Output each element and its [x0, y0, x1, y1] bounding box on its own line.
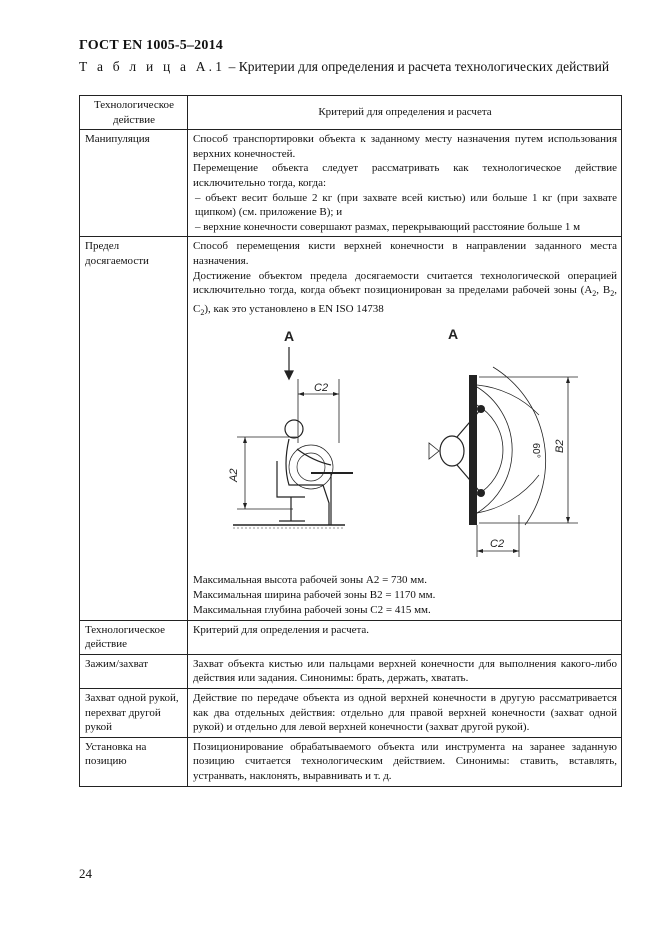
person-arm	[297, 449, 331, 465]
term-positioning: Установка на позицию	[80, 737, 188, 786]
desk-edge	[469, 375, 477, 525]
standard-title: ГОСТ EN 1005-5–2014	[79, 38, 223, 53]
person-top-view	[440, 436, 464, 466]
criterion-text: Достижение объектом предела досягаемости считается технологической операцией исключительно тогда, когда объект позиционирован за пределами рабочей зоны ($A_2$, $B_2$, $C_2$), как это установлено в EN ISO 14738	[193, 269, 617, 318]
criterion-reach-limit	[188, 237, 622, 620]
view-arrow-head	[285, 371, 293, 379]
measurement-height: Максимальная высота рабочей зоны A2 = 730 мм.	[193, 573, 427, 586]
dim-a2-label: A2	[228, 468, 240, 482]
angle-label: 60°	[530, 442, 541, 458]
criterion-text: Способ транспортировки объекта к заданному месту назначения путем использования верхних конечностей.	[193, 133, 617, 160]
criteria-table	[79, 95, 622, 787]
dim-c2-bottom-label: C2	[490, 537, 505, 550]
term-reach-limit: Предел досягаемости	[80, 237, 188, 620]
side-view-diagram	[228, 328, 353, 528]
header-col1: Технологическое действие	[80, 96, 188, 130]
table-caption-text: – Критерии для определения и расчета технологических действий	[225, 59, 610, 74]
criterion-bullet: – объект весит больше 2 кг (при захвате всей кистью) или больше 1 кг (при захвате щипком) (см. приложение В); и	[195, 191, 617, 219]
term-one-hand-grip: Захват одной рукой, перехват другой рукой	[80, 689, 188, 738]
repeat-header-col1: Технологическое действие	[80, 620, 188, 654]
dim-c2-label: C2	[314, 381, 329, 394]
measurement-depth: Максимальная глубина рабочей зоны C2 = 415 мм.	[193, 603, 431, 616]
table-caption	[79, 58, 619, 75]
criterion-bullet: – верхние конечности совершают размах, перекрывающий расстояние больше 1 м	[195, 220, 581, 233]
work-zone-figure	[193, 325, 617, 571]
criterion-positioning: Позиционирование обрабатываемого объекта или инструмента на заранее заданную позицию считается технологическим действием. Синонимы: ставить, вставлять, устранвать, наклонять, выравнивать и т. д.	[188, 737, 622, 786]
criterion-text: Перемещение объекта следует рассматривать как технологическое действие исключительно тогда, когда:	[193, 162, 617, 189]
table-row-positioning	[80, 737, 622, 786]
person-body	[286, 439, 329, 525]
repeat-header-col2: Критерий для определения и расчета.	[188, 620, 622, 654]
side-view-label: A	[284, 327, 295, 344]
table-header-row	[80, 96, 622, 130]
table-header-repeat-row	[80, 620, 622, 654]
page-number: 24	[79, 866, 92, 881]
table-row-one-hand-grip	[80, 689, 622, 738]
table-row-grip	[80, 654, 622, 688]
table-caption-prefix: Т а б л и ц а А.1	[79, 59, 226, 74]
top-view-label: A	[448, 325, 459, 342]
table-row-reach-limit	[80, 237, 622, 620]
work-zone-drawing	[193, 325, 623, 571]
criterion-manipulation	[188, 130, 622, 237]
header-col2: Критерий для определения и расчета	[188, 96, 622, 130]
table-row-manipulation	[80, 130, 622, 237]
criterion-one-hand-grip: Действие по передаче объекта из одной верхней конечности в другую рассматривается как два отдельных действия: отдельно для правой верхней конечности (захват одной рукой) и отдельно для левой верхней конечности (захват другой рукой).	[188, 689, 622, 738]
measurements	[193, 573, 617, 618]
chair	[277, 461, 305, 497]
dim-b2-label: B2	[554, 439, 566, 453]
term-grip: Зажим/захват	[80, 654, 188, 688]
measurement-width: Максимальная ширина рабочей зоны B2 = 1170 мм.	[193, 588, 436, 601]
criterion-text: Способ перемещения кисти верхней конечности в направлении заданного места назначения.	[193, 240, 617, 267]
person-head	[285, 420, 303, 438]
term-manipulation: Манипуляция	[80, 130, 188, 237]
top-view-diagram	[429, 326, 578, 557]
criterion-grip: Захват объекта кистью или пальцами верхней конечности для выполнения какого-либо действия или задания. Синонимы: брать, держать, хватать.	[188, 654, 622, 688]
